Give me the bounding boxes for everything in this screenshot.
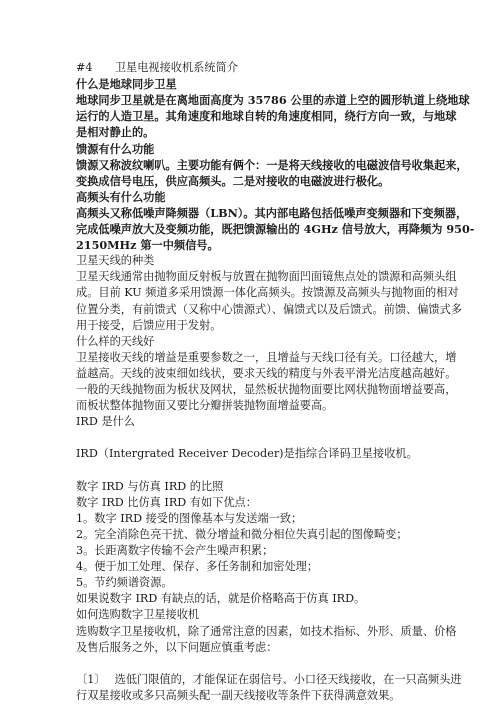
text-line: 及售后服务之外，以下问题应慎重考虑： (76, 640, 278, 654)
text-line: 高频头又称低噪声降频器（LBN）。其内部电路包括低噪声变频器和下变频器， (76, 205, 468, 220)
text-line: 4。便于加工处理、保存、多任务制和加密处理； (76, 560, 319, 574)
text-line: 什么是地球同步卫星 (76, 77, 177, 92)
text-line: 如何选购数字卫星接收机 (76, 608, 200, 622)
text-line: 行双星接收或多只高频头配一副天线接收等条件下获得满意效果。 (76, 688, 401, 702)
text-line: 数字 IRD 比仿真 IRD 有如下优点： (76, 495, 257, 509)
text-line: 完成低噪声放大及变频功能，既把馈源输出的 4GHz 信号放大，再降频为 950- (76, 222, 475, 236)
text-line: 成。目前 KU 频道多采用馈源一体化高频头。按馈源及高频头与抛物面的相对 (76, 286, 459, 300)
text-line: 2150MHz 第一中频信号。 (76, 238, 219, 253)
text-line: 〔1〕 选低门限值的，才能保证在弱信号、小口径天线接收，在一只高频头进 (76, 672, 462, 686)
text-line: #4 卫星电视接收机系统简介 (76, 61, 238, 74)
text-line: IRD（Intergrated Receiver Decoder)是指综合译码卫星接收机。 (76, 447, 418, 461)
text-line: 数字 IRD 与仿真 IRD 的比照 (76, 479, 224, 493)
text-line: 2。完全消除色亮干扰、微分增益和微分相位失真引起的图像畸变； (76, 527, 408, 541)
text-line: 高频头有什么功能 (76, 189, 166, 204)
text-line: 一般的天线抛物面为板状及网状，显然板状抛物面要比网状抛物面增益要高， (76, 383, 457, 396)
text-line: 变换成信号电压，供应高频头。二是对接收的电磁波进行极化。 (76, 173, 390, 188)
text-line: 1。数字 IRD 接受的图像基本与发送端一致； (76, 511, 303, 525)
text-line: 地球同步卫星就是在离地面高度为 35786 公里的赤道上空的圆形轨道上绕地球 (76, 93, 470, 108)
text-line: 馈源有什么功能 (76, 141, 155, 156)
text-line: 运行的人造卫星。其角速度和地球自转的角速度相同，绕行方向一致，与地球 (76, 109, 457, 124)
text-line: IRD 是什么 (76, 415, 135, 429)
text-line: 馈源又称波纹喇叭。主要功能有俩个：一是将天线接收的电磁波信号收集起来， (76, 157, 468, 172)
text-line: 卫星天线的种类 (76, 254, 155, 268)
text-line: 3。长距离数字传输不会产生噪声积累； (76, 544, 274, 557)
text-line: 是相对静止的。 (76, 125, 155, 140)
text-line: 卫星天线通常由抛物面反射板与放置在抛物面凹面镜焦点处的馈源和高频头组 (76, 270, 457, 284)
text-line: 益越高。天线的波束细如线状，要求天线的精度与外表平滑光洁度越高越好。 (76, 366, 457, 380)
text-line: 位置分类，有前馈式（又称中心馈源式）、偏馈式以及后馈式。前馈、偏馈式多 (76, 302, 462, 316)
text-line: 如果说数字 IRD 有缺点的话，就是价格略高于仿真 IRD。 (76, 592, 366, 606)
text-line: 用于接受，后馈应用于发射。 (76, 318, 222, 332)
text-line: 5。节约频谱资源。 (76, 576, 173, 590)
text-line: 什么样的天线好 (76, 334, 155, 348)
text-line: 选购数字卫星接收机，除了通常注意的因素，如技术指标、外形、质量、价格 (76, 624, 457, 638)
text-line: 而板状整体抛物面又要比分瓣拼装抛物面增益要高。 (76, 399, 334, 413)
text-line: 卫星接收天线的增益是重要参数之一，且增益与天线口径有关。口径越大，增 (76, 350, 457, 364)
